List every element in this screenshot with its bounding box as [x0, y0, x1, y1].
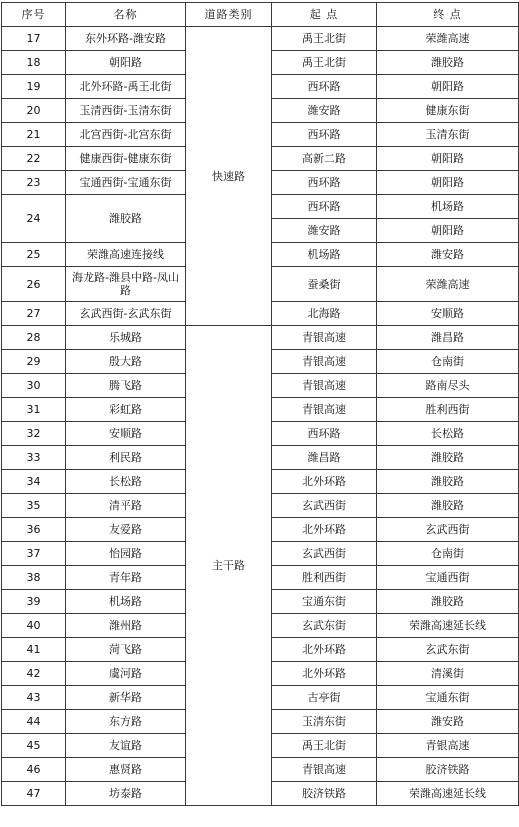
- row-number: 37: [2, 542, 66, 566]
- end-point: 健康东街: [377, 99, 519, 123]
- road-type-arterial: 主干路: [186, 326, 272, 806]
- start-point: 潍昌路: [272, 446, 377, 470]
- row-number: 24: [2, 195, 66, 243]
- start-point: 蚕桑街: [272, 267, 377, 302]
- start-point: 西环路: [272, 123, 377, 147]
- start-point: 西环路: [272, 75, 377, 99]
- start-point: 禹王北街: [272, 734, 377, 758]
- table-row: [2, 27, 519, 51]
- road-name: 虞河路: [66, 662, 186, 686]
- road-name: 东方路: [66, 710, 186, 734]
- road-name: 清平路: [66, 494, 186, 518]
- road-name: 玄武西街-玄武东街: [66, 302, 186, 326]
- road-name: 青年路: [66, 566, 186, 590]
- row-number: 34: [2, 470, 66, 494]
- end-point: 玉清东街: [377, 123, 519, 147]
- start-point: 胶济铁路: [272, 782, 377, 806]
- road-name: 菏飞路: [66, 638, 186, 662]
- end-point: 潍胶路: [377, 446, 519, 470]
- start-point: 机场路: [272, 243, 377, 267]
- start-point: 高新二路: [272, 147, 377, 171]
- row-number: 46: [2, 758, 66, 782]
- header-name: 名称: [66, 3, 186, 27]
- end-point: 玄武东街: [377, 638, 519, 662]
- road-name: 荣潍高速连接线: [66, 243, 186, 267]
- road-name: 长松路: [66, 470, 186, 494]
- road-name: 东外环路-潍安路: [66, 27, 186, 51]
- start-point: 玄武西街: [272, 542, 377, 566]
- end-point: 朝阳路: [377, 75, 519, 99]
- end-point: 长松路: [377, 422, 519, 446]
- row-number: 44: [2, 710, 66, 734]
- row-number: 43: [2, 686, 66, 710]
- road-name: 彩虹路: [66, 398, 186, 422]
- road-name: 安顺路: [66, 422, 186, 446]
- start-point: 青银高速: [272, 374, 377, 398]
- end-point: 宝通西街: [377, 566, 519, 590]
- road-name: 玉清西街-玉清东街: [66, 99, 186, 123]
- end-point: 青银高速: [377, 734, 519, 758]
- road-name: 新华路: [66, 686, 186, 710]
- end-point: 仓南街: [377, 542, 519, 566]
- road-name: 北宫西街-北宫东街: [66, 123, 186, 147]
- row-number: 31: [2, 398, 66, 422]
- start-point: 北外环路: [272, 638, 377, 662]
- road-name: 利民路: [66, 446, 186, 470]
- table-row: [2, 326, 519, 350]
- table-header-row: [2, 3, 519, 27]
- road-name: 机场路: [66, 590, 186, 614]
- row-number: 28: [2, 326, 66, 350]
- end-point: 玄武西街: [377, 518, 519, 542]
- end-point: 潍胶路: [377, 470, 519, 494]
- road-type-expressway: 快速路: [186, 27, 272, 326]
- road-name: 海龙路-潍县中路-凤山路: [66, 267, 186, 302]
- end-point: 潍胶路: [377, 494, 519, 518]
- start-point: 青银高速: [272, 398, 377, 422]
- row-number: 38: [2, 566, 66, 590]
- table-body: [2, 27, 519, 806]
- road-name: 宝通西街-宝通东街: [66, 171, 186, 195]
- row-number: 35: [2, 494, 66, 518]
- row-number: 22: [2, 147, 66, 171]
- start-point: 北外环路: [272, 662, 377, 686]
- row-number: 27: [2, 302, 66, 326]
- road-name: 坊泰路: [66, 782, 186, 806]
- road-name: 殷大路: [66, 350, 186, 374]
- row-number: 17: [2, 27, 66, 51]
- row-number: 40: [2, 614, 66, 638]
- end-point: 潍昌路: [377, 326, 519, 350]
- road-name: 友爱路: [66, 518, 186, 542]
- row-number: 29: [2, 350, 66, 374]
- road-table: [1, 2, 519, 806]
- start-point: 青银高速: [272, 350, 377, 374]
- road-name: 惠贤路: [66, 758, 186, 782]
- row-number: 32: [2, 422, 66, 446]
- road-name: 友谊路: [66, 734, 186, 758]
- end-point: 荣潍高速延长线: [377, 614, 519, 638]
- row-number: 33: [2, 446, 66, 470]
- header-no: 序号: [2, 3, 66, 27]
- row-number: 42: [2, 662, 66, 686]
- road-name: 北外环路-禹王北街: [66, 75, 186, 99]
- road-name: 乐城路: [66, 326, 186, 350]
- end-point: 仓南街: [377, 350, 519, 374]
- road-name: 朝阳路: [66, 51, 186, 75]
- end-point: 荣潍高速延长线: [377, 782, 519, 806]
- start-point: 西环路: [272, 171, 377, 195]
- end-point: 路南尽头: [377, 374, 519, 398]
- end-point: 胜利西街: [377, 398, 519, 422]
- end-point: 清溪街: [377, 662, 519, 686]
- row-number: 20: [2, 99, 66, 123]
- end-point: 潍安路: [377, 243, 519, 267]
- road-name: 腾飞路: [66, 374, 186, 398]
- end-point: 潍胶路: [377, 590, 519, 614]
- row-number: 41: [2, 638, 66, 662]
- row-number: 26: [2, 267, 66, 302]
- row-number: 21: [2, 123, 66, 147]
- row-number: 30: [2, 374, 66, 398]
- end-point: 潍胶路: [377, 51, 519, 75]
- end-point: 荣潍高速: [377, 27, 519, 51]
- road-name: 潍州路: [66, 614, 186, 638]
- road-name: 潍胶路: [66, 195, 186, 243]
- end-point: 安顺路: [377, 302, 519, 326]
- row-number: 19: [2, 75, 66, 99]
- start-point: 玄武西街: [272, 494, 377, 518]
- end-point: 荣潍高速: [377, 267, 519, 302]
- row-number: 18: [2, 51, 66, 75]
- start-point: 北海路: [272, 302, 377, 326]
- start-point: 古亭街: [272, 686, 377, 710]
- end-point: 潍安路: [377, 710, 519, 734]
- start-point: 胜利西街: [272, 566, 377, 590]
- start-point: 禹王北街: [272, 51, 377, 75]
- row-number: 45: [2, 734, 66, 758]
- header-start: 起 点: [272, 3, 377, 27]
- start-point: 潍安路: [272, 99, 377, 123]
- row-number: 36: [2, 518, 66, 542]
- start-point: 西环路: [272, 422, 377, 446]
- row-number: 39: [2, 590, 66, 614]
- road-name: 怡园路: [66, 542, 186, 566]
- road-name: 健康西街-健康东街: [66, 147, 186, 171]
- row-number: 23: [2, 171, 66, 195]
- end-point: 朝阳路: [377, 147, 519, 171]
- start-point: 北外环路: [272, 518, 377, 542]
- end-point: 朝阳路: [377, 171, 519, 195]
- start-point: 北外环路: [272, 470, 377, 494]
- end-point: 胶济铁路: [377, 758, 519, 782]
- header-type: 道路类别: [186, 3, 272, 27]
- start-point: 玉清东街: [272, 710, 377, 734]
- start-point: 青银高速: [272, 758, 377, 782]
- header-end: 终 点: [377, 3, 519, 27]
- end-point: 朝阳路: [377, 219, 519, 243]
- start-point: 潍安路: [272, 219, 377, 243]
- start-point: 青银高速: [272, 326, 377, 350]
- start-point: 禹王北街: [272, 27, 377, 51]
- start-point: 西环路: [272, 195, 377, 219]
- row-number: 25: [2, 243, 66, 267]
- start-point: 宝通东街: [272, 590, 377, 614]
- start-point: 玄武东街: [272, 614, 377, 638]
- row-number: 47: [2, 782, 66, 806]
- end-point: 宝通东街: [377, 686, 519, 710]
- end-point: 机场路: [377, 195, 519, 219]
